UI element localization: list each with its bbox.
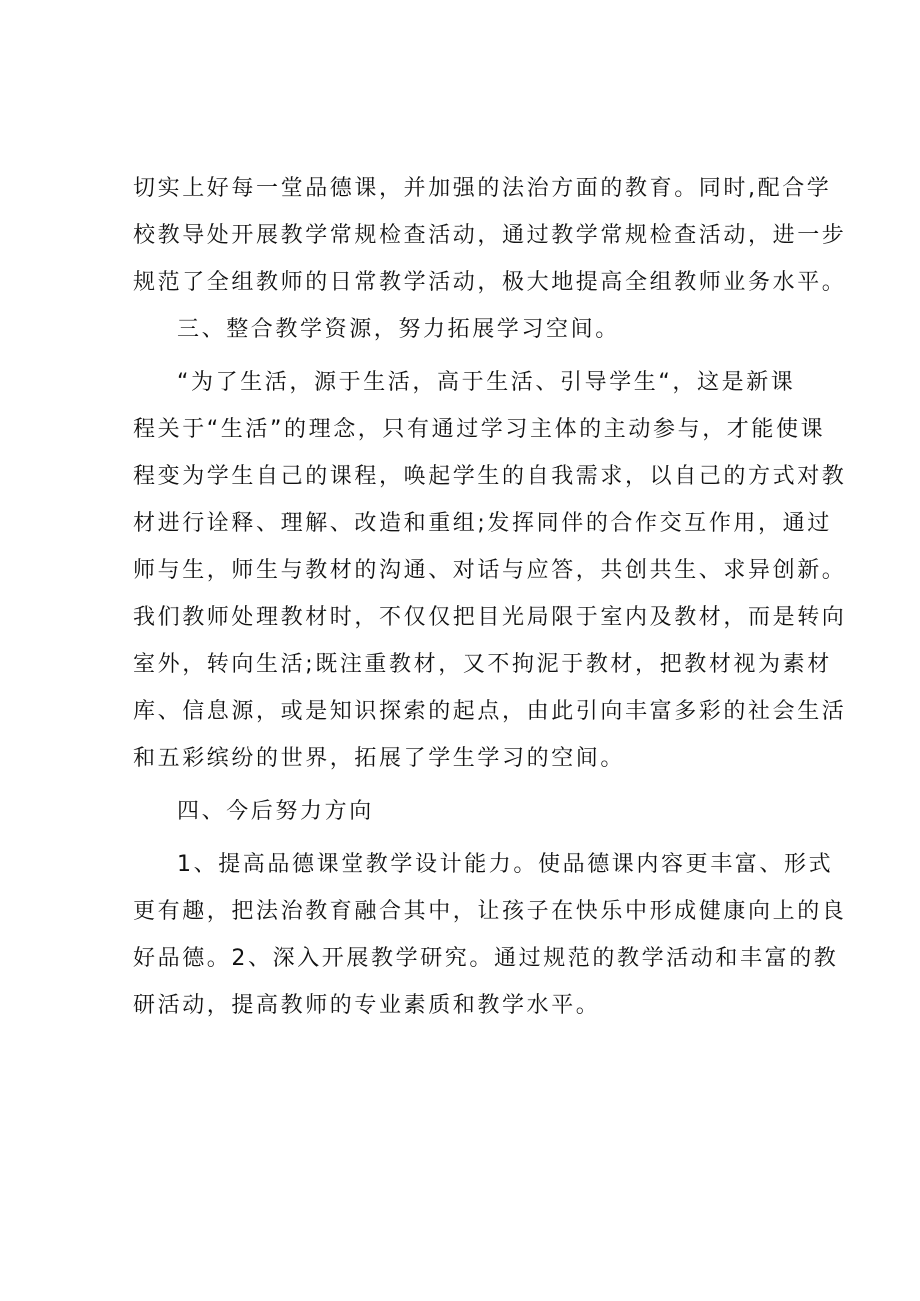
paragraph-line: 规范了全组教师的日常教学活动，极大地提高全组教师业务水平。 [133,270,847,295]
section-heading: 三、整合教学资源，努力拓展学习空间。 [177,317,620,342]
paragraph-line: 和五彩缤纷的世界，拓展了学生学习的空间。 [133,746,626,771]
paragraph-line: 我们教师处理教材时，不仅仅把目光局限于室内及教材，而是转向 [133,605,847,630]
paragraph-line: 师与生，师生与教材的沟通、对话与应答，共创共生、求异创新。 [133,558,847,583]
paragraph-line: 校教导处开展教学常规检查活动，通过教学常规检查活动，进一步 [133,223,847,248]
section-heading: 四、今后努力方向 [177,799,374,824]
paragraph-line: 好品德。2、深入开展教学研究。通过规范的教学活动和丰富的教 [133,946,839,971]
paragraph-line: 切实上好每一堂品德课，并加强的法治方面的教育。同时,配合学 [133,176,832,201]
paragraph-line: 室外，转向生活;既注重教材，又不拘泥于教材，把教材视为素材 [133,652,832,677]
paragraph-line: 库、信息源，或是知识探索的起点，由此引向丰富多彩的社会生活 [133,699,847,724]
paragraph-line: “为了生活，源于生活，高于生活、引导学生“，这是新课 [177,370,796,395]
paragraph-line: 程关于“生活”的理念，只有通过学习主体的主动参与，才能使课 [133,417,826,442]
paragraph-line: 1、提高品德课堂教学设计能力。使品德课内容更丰富、形式 [177,852,834,877]
paragraph-line: 更有趣，把法治教育融合其中，让孩子在快乐中形成健康向上的良 [133,899,847,924]
paragraph-line: 程变为学生自己的课程，唤起学生的自我需求，以自己的方式对教 [133,464,847,489]
paragraph-line: 研活动，提高教师的专业素质和教学水平。 [133,993,601,1018]
paragraph-line: 材进行诠释、理解、改造和重组;发挥同伴的合作交互作用，通过 [133,511,832,536]
